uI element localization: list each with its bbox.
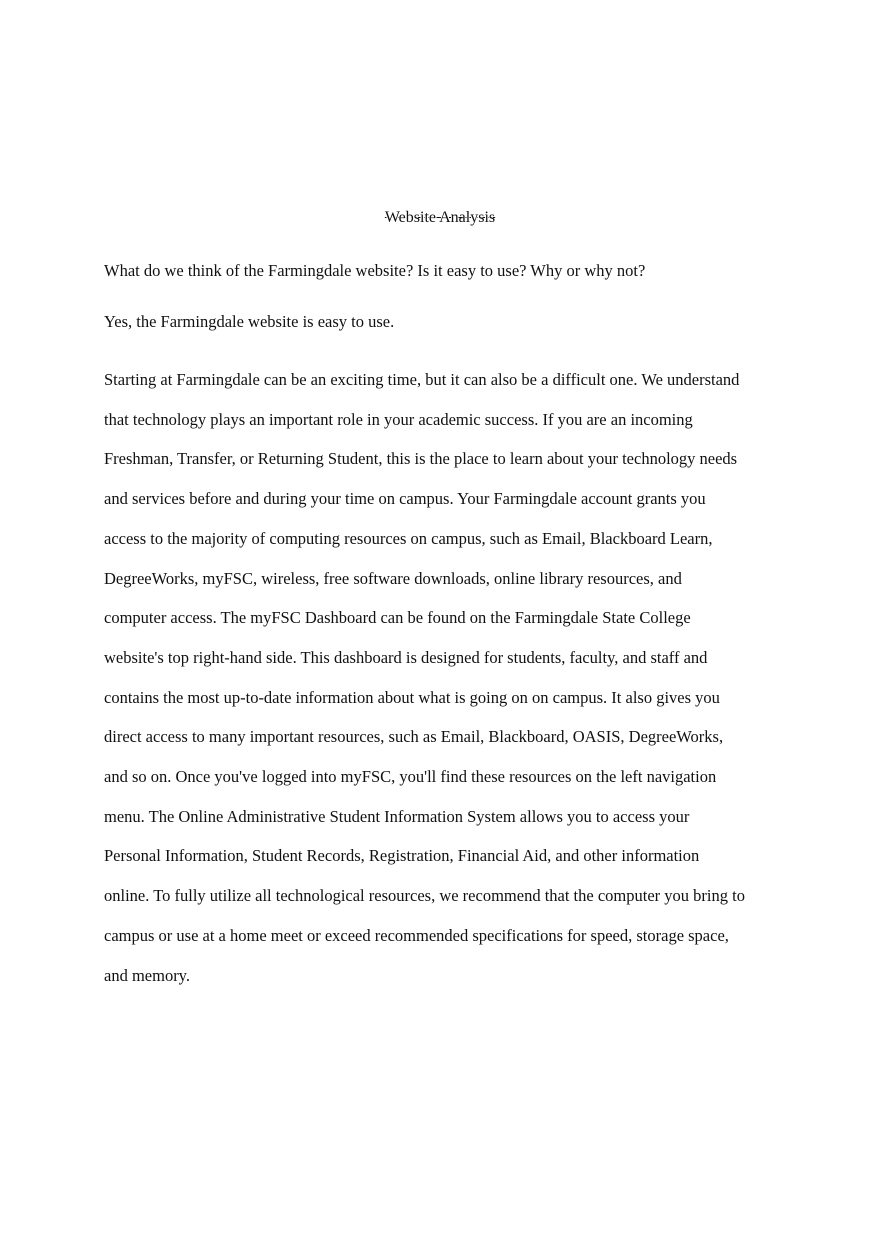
document-title [0, 207, 880, 229]
body-line: website's top right-hand side. This dashboard is designed for students, faculty, and staff and [104, 647, 708, 667]
answer-paragraph: Yes, the Farmingdale website is easy to use. [104, 312, 395, 331]
body-line: campus or use at a home meet or exceed recommended specifications for speed, storage space, [104, 925, 729, 945]
body-line: online. To fully utilize all technological resources, we recommend that the computer you bring to [104, 886, 745, 906]
body-line: and so on. Once you've logged into myFSC, you'll find these resources on the left navigation [104, 767, 717, 787]
body-paragraph [104, 360, 794, 995]
body-line: direct access to many important resources, such as Email, Blackboard, OASIS, DegreeWorks, [104, 727, 724, 747]
body-line: menu. The Online Administrative Student Information System allows you to access your [104, 806, 690, 826]
question-paragraph: What do we think of the Farmingdale website? Is it easy to use? Why or why not? [104, 261, 646, 280]
body-line: and services before and during your time on campus. Your Farmingdale account grants you [104, 489, 706, 509]
body-line: Freshman, Transfer, or Returning Student, this is the place to learn about your technology needs [104, 449, 738, 469]
body-line: that technology plays an important role in your academic success. If you are an incoming [104, 409, 693, 429]
body-line: computer access. The myFSC Dashboard can be found on the Farmingdale State College [104, 608, 691, 628]
body-line: access to the majority of computing resources on campus, such as Email, Blackboard Learn, [104, 528, 713, 548]
body-line: contains the most up-to-date information about what is going on on campus. It also gives you [104, 687, 720, 707]
document-title-text: Website Analysis [384, 209, 496, 226]
body-line: and memory. [104, 965, 190, 985]
body-line: DegreeWorks, myFSC, wireless, free software downloads, online library resources, and [104, 568, 682, 588]
body-line: Personal Information, Student Records, Registration, Financial Aid, and other information [104, 846, 700, 866]
body-line: Starting at Farmingdale can be an exciting time, but it can also be a difficult one. We understand [104, 370, 740, 389]
